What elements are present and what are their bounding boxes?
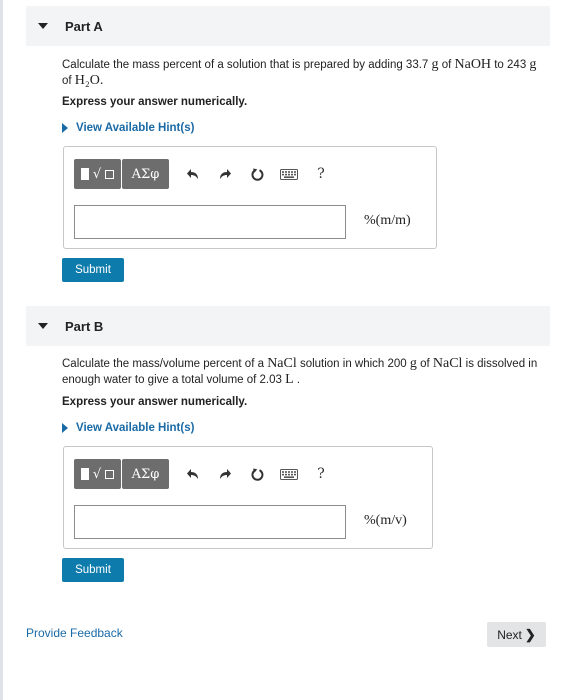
part-a-instruction: Express your answer numerically. [62, 96, 248, 108]
templates-icon [81, 168, 89, 180]
next-button-label: Next [497, 627, 522, 642]
part-b-answer-input[interactable] [74, 505, 346, 539]
keyboard-button[interactable] [273, 459, 305, 489]
keyboard-icon [280, 169, 298, 180]
part-a-title: Part A [65, 18, 103, 34]
redo-button[interactable] [209, 459, 241, 489]
radical-icon: √ [92, 166, 102, 182]
part-b-unit-label: %(m/v) [364, 513, 407, 528]
redo-button[interactable] [209, 159, 241, 189]
undo-icon [186, 467, 200, 481]
help-icon: ? [317, 466, 325, 482]
keyboard-button[interactable] [273, 159, 305, 189]
keyboard-icon [280, 469, 298, 480]
part-b-question: Calculate the mass/volume percent of a NaCl solution in which 200 g of NaCl is dissolved in enough water to give a total volume of 2.03 L . [62, 356, 538, 387]
box-icon [105, 170, 114, 179]
help-icon: ? [317, 166, 325, 182]
part-a-submit-button[interactable]: Submit [62, 258, 124, 282]
part-b-hint-label: View Available Hint(s) [76, 422, 195, 434]
part-b-instruction: Express your answer numerically. [62, 396, 248, 408]
part-a-answer-box [63, 146, 437, 249]
chevron-right-icon: ❯ [524, 626, 536, 642]
part-a-toolbar [74, 157, 337, 191]
greek-symbols-button[interactable]: ΑΣφ [122, 459, 169, 489]
templates-icon [81, 468, 89, 480]
help-button[interactable] [305, 159, 337, 189]
help-button[interactable] [305, 459, 337, 489]
next-button[interactable] [487, 622, 546, 647]
box-icon [105, 470, 114, 479]
redo-icon [218, 467, 232, 481]
redo-icon [218, 167, 232, 181]
part-b-title: Part B [65, 318, 104, 334]
greek-symbols-button[interactable]: ΑΣφ [122, 159, 169, 189]
radical-icon: √ [92, 466, 102, 482]
templates-button[interactable] [74, 159, 121, 189]
reset-icon [250, 167, 265, 182]
reset-button[interactable] [241, 159, 273, 189]
left-border [0, 0, 3, 700]
part-a-hint-toggle[interactable] [62, 122, 194, 134]
caret-right-icon [62, 423, 68, 433]
part-b-toolbar [74, 457, 337, 491]
part-a-header[interactable] [26, 6, 550, 46]
part-b-hint-toggle[interactable] [62, 422, 194, 434]
caret-right-icon [62, 123, 68, 133]
part-a-answer-input[interactable] [74, 205, 346, 239]
caret-down-icon [38, 323, 48, 329]
undo-icon [186, 167, 200, 181]
part-b-answer-box [63, 446, 433, 549]
reset-button[interactable] [241, 459, 273, 489]
caret-down-icon [38, 23, 48, 29]
undo-button[interactable] [177, 159, 209, 189]
part-b-header[interactable] [26, 306, 550, 346]
undo-button[interactable] [177, 459, 209, 489]
part-a-hint-label: View Available Hint(s) [76, 122, 195, 134]
templates-button[interactable] [74, 459, 121, 489]
part-a-question: Calculate the mass percent of a solution that is prepared by adding 33.7 g of NaOH to 243 g of H₂O. [62, 57, 537, 88]
part-b-submit-button[interactable]: Submit [62, 558, 124, 582]
provide-feedback-link[interactable]: Provide Feedback [26, 626, 123, 640]
reset-icon [250, 467, 265, 482]
part-a-unit-label: %(m/m) [364, 213, 411, 228]
